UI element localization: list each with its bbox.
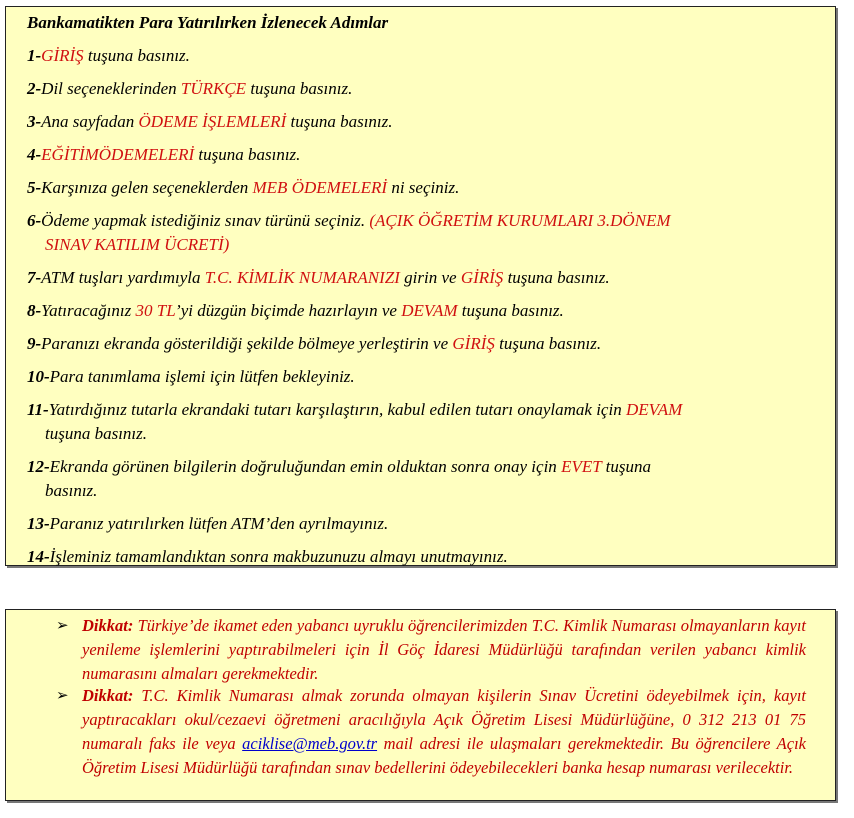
arrow-bullet-icon: ➢ bbox=[56, 618, 69, 634]
step-number: 11- bbox=[27, 400, 49, 419]
step-number: 8- bbox=[27, 301, 42, 320]
step-7 bbox=[27, 266, 805, 290]
note-1-text: Türkiye’de ikamet eden yabancı uyruklu öğrencilerimizden T.C. Kimlik Numarası olmayanların kayıt yenileme işlemlerini yaptırabilmeleri için İl Göç İdaresi Müdürlüğü tarafından verilen yabancı kimlik numarasını almaları gerekmektedir. bbox=[82, 616, 806, 683]
note-2 bbox=[82, 684, 806, 780]
step-highlight: GİRİŞ bbox=[452, 334, 495, 353]
step-highlight: T.C. KİMLİK NUMARANIZI bbox=[204, 268, 400, 287]
arrow-bullet-icon: ➢ bbox=[56, 688, 69, 704]
step-11 bbox=[27, 398, 805, 446]
step-13 bbox=[27, 512, 805, 536]
step-text: girin ve bbox=[399, 268, 461, 287]
step-highlight: MEB ÖDEMELERİ bbox=[252, 178, 388, 197]
step-text: ATM tuşları yardımıyla bbox=[41, 268, 205, 287]
note-1-label: Dikkat: bbox=[82, 616, 134, 635]
step-text: tuşuna basınız. bbox=[194, 145, 301, 164]
step-text: Para tanımlama işlemi için lütfen bekleyiniz. bbox=[49, 367, 355, 386]
step-number: 4- bbox=[27, 145, 42, 164]
step-text: ni seçiniz. bbox=[387, 178, 460, 197]
step-number: 6- bbox=[27, 211, 42, 230]
step-text: tuşuna basınız. bbox=[457, 301, 564, 320]
step-highlight: TÜRKÇE bbox=[180, 79, 247, 98]
step-number: 5- bbox=[27, 178, 42, 197]
step-10 bbox=[27, 365, 805, 389]
step-text: Ana sayfadan bbox=[41, 112, 139, 131]
step-number: 10- bbox=[27, 367, 50, 386]
step-text: tuşuna basınız. bbox=[83, 46, 190, 65]
step-continuation bbox=[27, 233, 805, 257]
step-text: tuşuna basınız. bbox=[494, 334, 602, 353]
step-text: Paranızı ekranda gösterildiği şekilde bölmeye yerleştirin ve bbox=[41, 334, 453, 353]
step-6 bbox=[27, 209, 805, 257]
step-text: Dil seçeneklerinden bbox=[41, 79, 181, 98]
note-2-text-b: mail adresi ile ulaşmaları gerekmektedir. Bu öğrencilere Açık Öğretim Lisesi Müdürlüğü tarafından sınav bedellerini ödeyebilecekleri banka hesap numarası verilecektir. bbox=[82, 734, 806, 777]
step-highlight: EVET bbox=[561, 457, 602, 476]
step-1 bbox=[27, 44, 805, 68]
step-highlight: ÖDEME İŞLEMLERİ bbox=[138, 112, 287, 131]
step-3 bbox=[27, 110, 805, 134]
step-text: İşleminiz tamamlandıktan sonra makbuzunuzu almayı unutmayınız. bbox=[49, 547, 508, 566]
step-5 bbox=[27, 176, 805, 200]
email-link[interactable]: aciklise@meb.gov.tr bbox=[242, 734, 378, 753]
step-text: Karşınıza gelen seçeneklerden bbox=[41, 178, 253, 197]
step-number: 7- bbox=[27, 268, 42, 287]
step-number: 1- bbox=[27, 46, 42, 65]
step-text: ’yi düzgün biçimde hazırlayın ve bbox=[175, 301, 402, 320]
step-highlight: SINAV KATILIM ÜCRETİ) bbox=[45, 235, 230, 254]
step-text: Yatıracağınız bbox=[41, 301, 136, 320]
step-8 bbox=[27, 299, 805, 323]
note-1 bbox=[82, 614, 806, 686]
step-text: basınız. bbox=[45, 481, 98, 500]
note-2-label: Dikkat: bbox=[82, 686, 134, 705]
step-number: 12- bbox=[27, 457, 50, 476]
step-14 bbox=[27, 545, 805, 569]
step-9 bbox=[27, 332, 805, 356]
step-text: Ekranda görünen bilgilerin doğruluğundan emin olduktan sonra onay için bbox=[49, 457, 562, 476]
step-text: tuşuna basınız. bbox=[503, 268, 610, 287]
step-number: 13- bbox=[27, 514, 50, 533]
step-highlight: GİRİŞ bbox=[41, 46, 84, 65]
step-highlight: 30 TL bbox=[135, 301, 176, 320]
step-2 bbox=[27, 77, 805, 101]
step-highlight: GİRİŞ bbox=[460, 268, 504, 287]
step-highlight: DEVAM bbox=[625, 400, 683, 419]
step-number: 14- bbox=[27, 547, 50, 566]
step-highlight: (AÇIK ÖĞRETİM KURUMLARI 3.DÖNEM bbox=[369, 211, 671, 230]
step-text: tuşuna basınız. bbox=[286, 112, 393, 131]
step-number: 9- bbox=[27, 334, 42, 353]
step-text: Paranız yatırılırken lütfen ATM’den ayrılmayınız. bbox=[49, 514, 389, 533]
step-4 bbox=[27, 143, 805, 167]
step-highlight: DEVAM bbox=[401, 301, 458, 320]
step-number: 3- bbox=[27, 112, 42, 131]
step-text: tuşuna basınız. bbox=[246, 79, 353, 98]
step-12 bbox=[27, 455, 805, 503]
note-2-text-a: T.C. Kimlik Numarası almak zorunda olmayan kişilerin Sınav Ücretini ödeyebilmek için, kayıt yaptıracakları okul/cezaevi öğretmeni aracılığıyla Açık Öğretim Lisesi Müdürlüğüne, 0 312 213 01 75 numaralı faks ile veya bbox=[82, 686, 806, 753]
step-continuation bbox=[27, 422, 805, 446]
page-title: Bankamatikten Para Yatırılırken İzlenecek Adımlar bbox=[27, 13, 389, 32]
step-text: Ödeme yapmak istediğiniz sınav türünü seçiniz. bbox=[41, 211, 370, 230]
step-text: tuşuna bbox=[601, 457, 651, 476]
step-text: Yatırdığınız tutarla ekrandaki tutarı karşılaştırın, kabul edilen tutarı onaylamak için bbox=[48, 400, 626, 419]
step-continuation bbox=[27, 479, 805, 503]
step-number: 2- bbox=[27, 79, 42, 98]
step-text: tuşuna basınız. bbox=[45, 424, 148, 443]
step-highlight: EĞİTİMÖDEMELERİ bbox=[41, 145, 195, 164]
